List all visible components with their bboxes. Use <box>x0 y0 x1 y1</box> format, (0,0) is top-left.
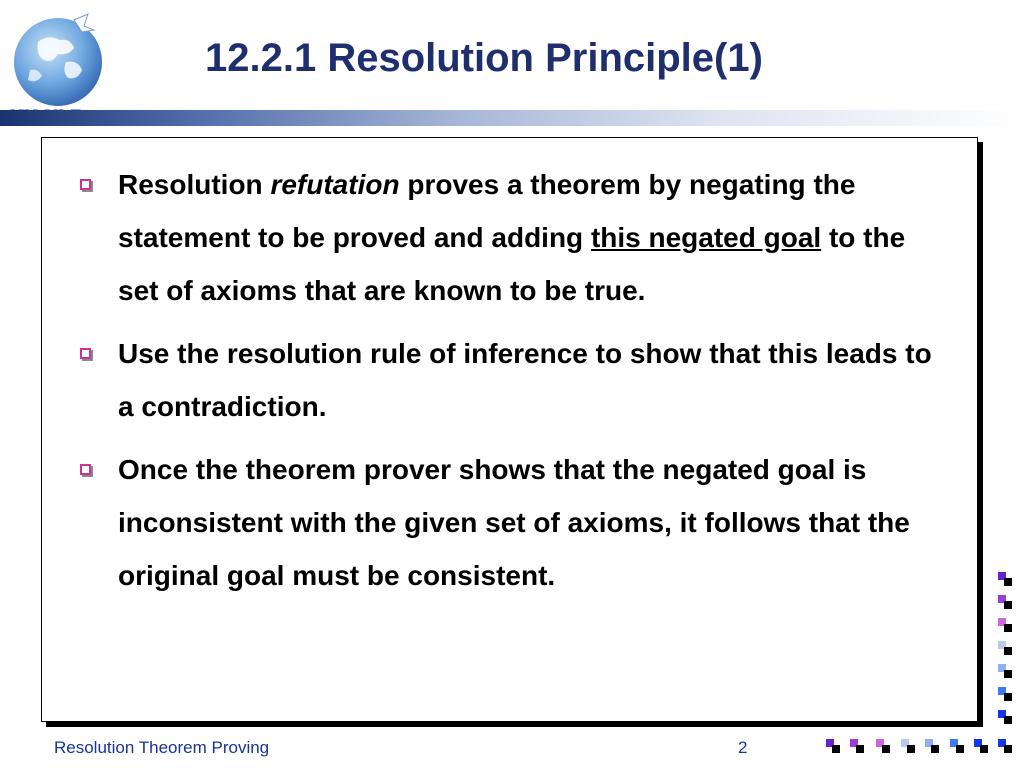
bullet-list <box>78 158 948 612</box>
square-bullet-icon <box>80 348 91 359</box>
bullet-text-part: to the set of axioms that are known to be true. <box>118 222 906 306</box>
decoration-square-icon <box>998 687 1012 701</box>
bullet-text <box>118 158 948 317</box>
decoration-square-icon <box>998 595 1012 609</box>
footer-title: Resolution Theorem Proving <box>54 738 270 757</box>
decoration-square-icon <box>950 739 964 753</box>
bullet-underlined-term: this negated goal <box>590 222 822 253</box>
decoration-square-icon <box>901 739 915 753</box>
decoration-square-icon <box>974 739 988 753</box>
bullet-item <box>78 327 948 433</box>
decoration-square-icon <box>826 739 840 753</box>
decoration-square-icon <box>925 739 939 753</box>
decoration-square-icon <box>998 572 1012 586</box>
slide-title: 12.2.1 Resolution Principle(1) <box>205 36 763 80</box>
decoration-square-icon <box>998 664 1012 678</box>
decoration-square-icon <box>876 739 890 753</box>
decoration-square-icon <box>998 641 1012 655</box>
bullet-item <box>78 158 948 317</box>
title-underline-bar <box>0 110 1024 126</box>
square-bullet-icon <box>80 179 91 190</box>
decoration-square-icon <box>850 739 864 753</box>
bullet-text-part: Resolution <box>118 169 271 200</box>
decoration-square-icon <box>998 618 1012 632</box>
decoration-square-icon <box>998 710 1012 724</box>
bullet-item <box>78 443 948 602</box>
content-box <box>41 137 978 722</box>
bullet-italic-term: refutation <box>270 169 400 200</box>
globe-icon <box>8 12 108 112</box>
square-bullet-icon <box>80 464 91 475</box>
bullet-text: Use the resolution rule of inference to show that this leads to a contradiction. <box>118 338 932 422</box>
decoration-square-icon <box>998 739 1012 753</box>
page-number: 2 <box>738 738 748 757</box>
bullet-text-part: proves a theorem by negating the statement to be proved and adding <box>118 169 856 253</box>
bullet-text: Once the theorem prover shows that the negated goal is inconsistent with the given set of axioms, it follows that the original goal must be consistent. <box>118 454 910 591</box>
